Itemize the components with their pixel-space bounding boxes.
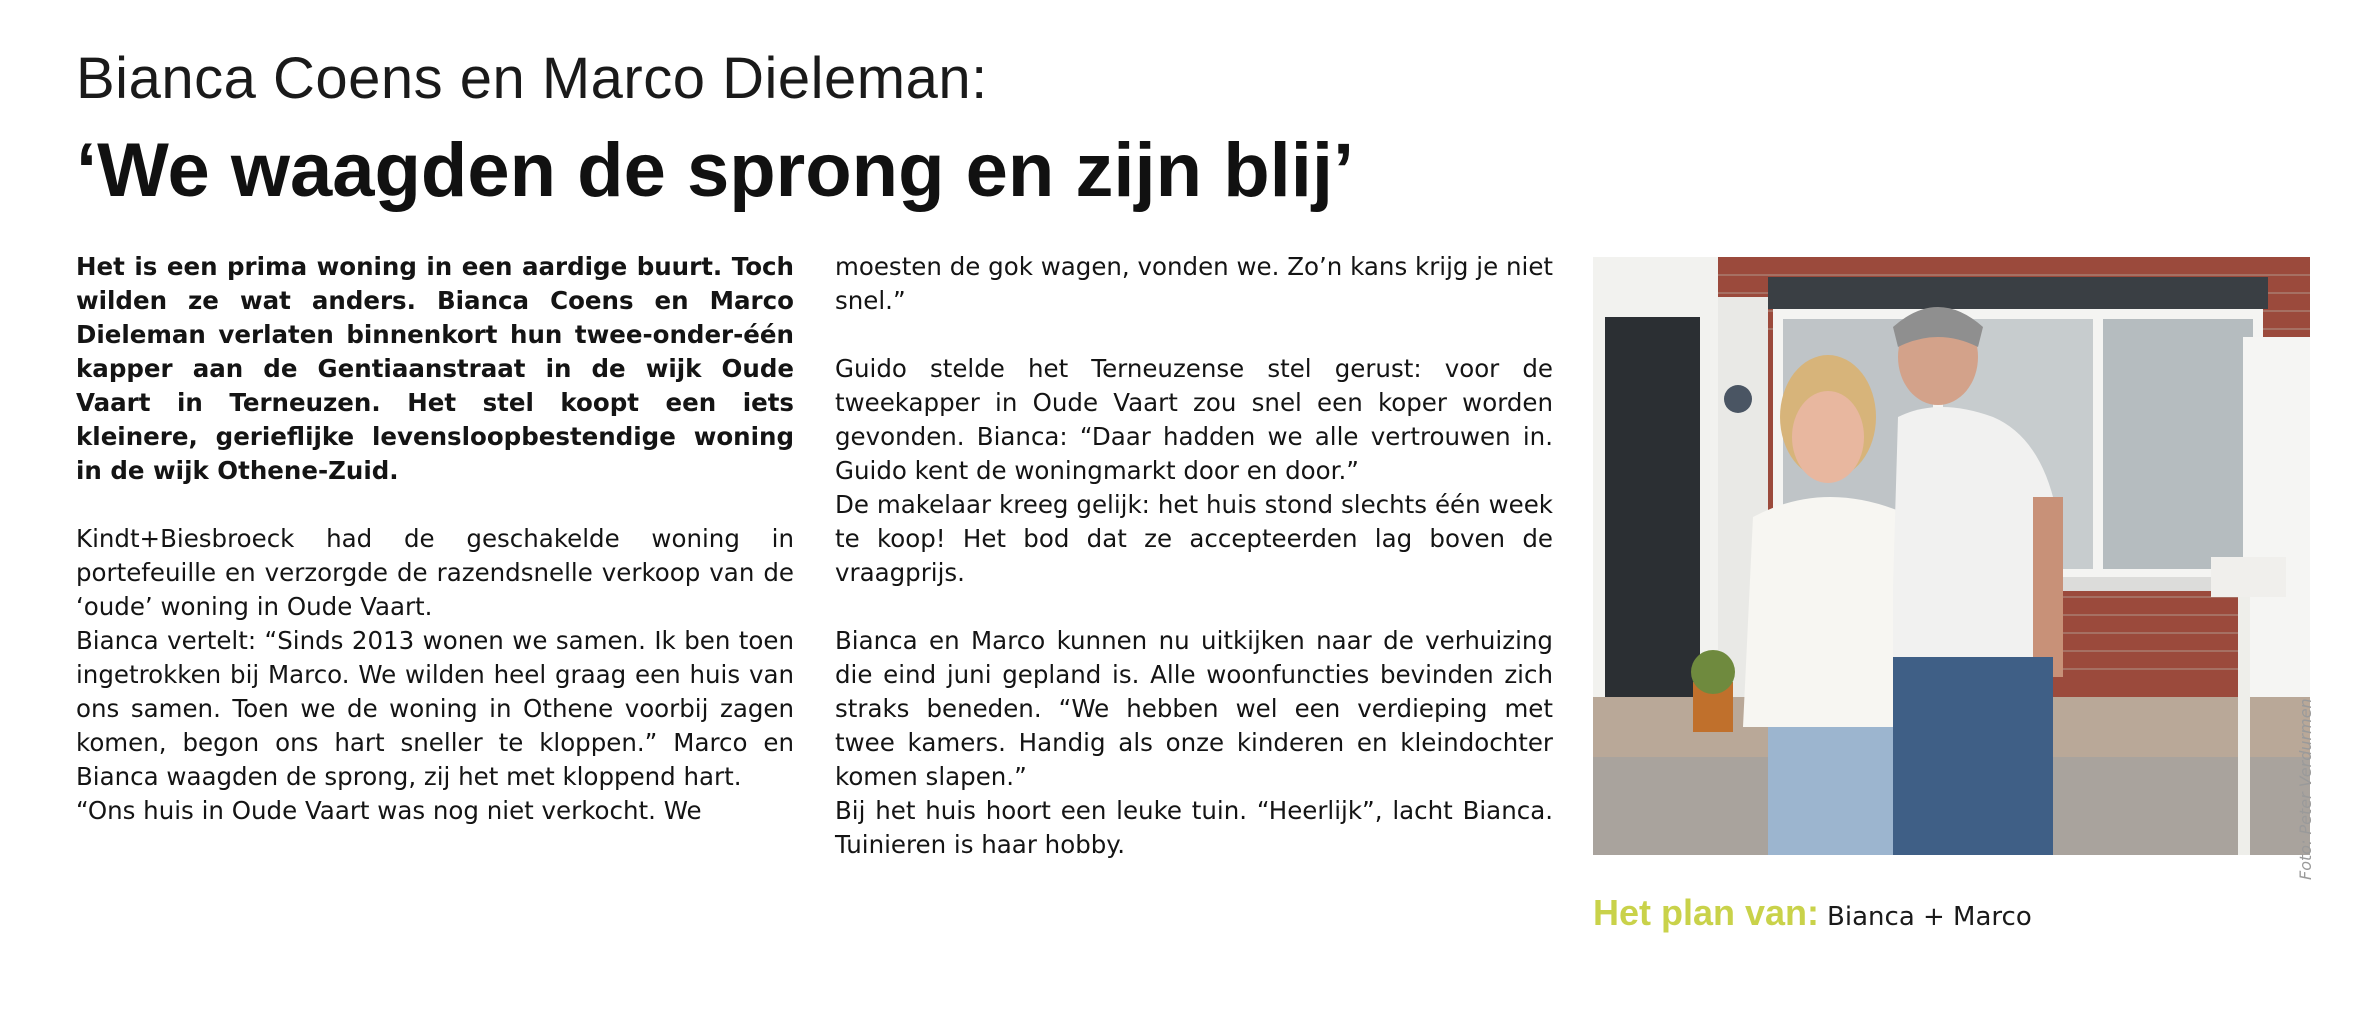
article-column-1	[76, 250, 794, 828]
photo-credit: Foto: Peter Verdurmen	[2296, 698, 2315, 880]
paragraph: Kindt+Biesbroeck had de geschakelde woning in portefeuille en verzorgde de razendsnelle verkoop van de ‘oude’ woning in Oude Vaart.	[76, 524, 794, 621]
paragraph: Bij het huis hoort een leuke tuin. “Heerlijk”, lacht Bianca. Tuinieren is haar hobby.	[835, 796, 1553, 859]
article-lead: Het is een prima woning in een aardige buurt. Toch wilden ze wat anders. Bianca Coens en Marco Dieleman verlaten binnenkort hun twee-onder-één kapper aan de Gentiaanstraat in de wijk Oude Vaart in Terneuzen. Het stel koopt een iets kleinere, gerieflijke levensloopbestendige woning in de wijk Othene-Zuid.	[76, 252, 794, 485]
paragraph: moesten de gok wagen, vonden we. Zo’n kans krijg je niet snel.”	[835, 252, 1553, 315]
couple-photo	[1593, 257, 2310, 855]
paragraph: De makelaar kreeg gelijk: het huis stond slechts één week te koop! Het bod dat ze accepteerden lag boven de vraagprijs.	[835, 490, 1553, 587]
article-kicker: Bianca Coens en Marco Dieleman:	[76, 46, 988, 111]
article-headline: ‘We waagden de sprong en zijn blij’	[76, 128, 1355, 213]
caption-label: Het plan van:	[1593, 892, 1820, 933]
paragraph: Bianca vertelt: “Sinds 2013 wonen we samen. Ik ben toen ingetrokken bij Marco. We wilden heel graag een huis van ons samen. Toen we de woning in Othene voorbij zagen komen, begon ons hart sneller te kloppen.” Marco en Bianca waagden de sprong, zij het met kloppend hart.	[76, 626, 794, 791]
article-column-2	[835, 250, 1553, 862]
paragraph: Bianca en Marco kunnen nu uitkijken naar de verhuizing die eind juni gepland is. Alle woonfuncties bevinden zich straks beneden. “We hebben wel een verdieping met twee kamers. Handig als onze kinderen en kleindochter komen slapen.”	[835, 626, 1553, 791]
paragraph: Guido stelde het Terneuzense stel gerust: voor de tweekapper in Oude Vaart zou snel een koper worden gevonden. Bianca: “Daar hadden we alle vertrouwen in. Guido kent de woningmarkt door en door.”	[835, 354, 1553, 485]
photo-caption	[1593, 888, 2032, 942]
paragraph: “Ons huis in Oude Vaart was nog niet verkocht. We	[76, 796, 702, 825]
caption-names: Bianca + Marco	[1827, 902, 2032, 932]
